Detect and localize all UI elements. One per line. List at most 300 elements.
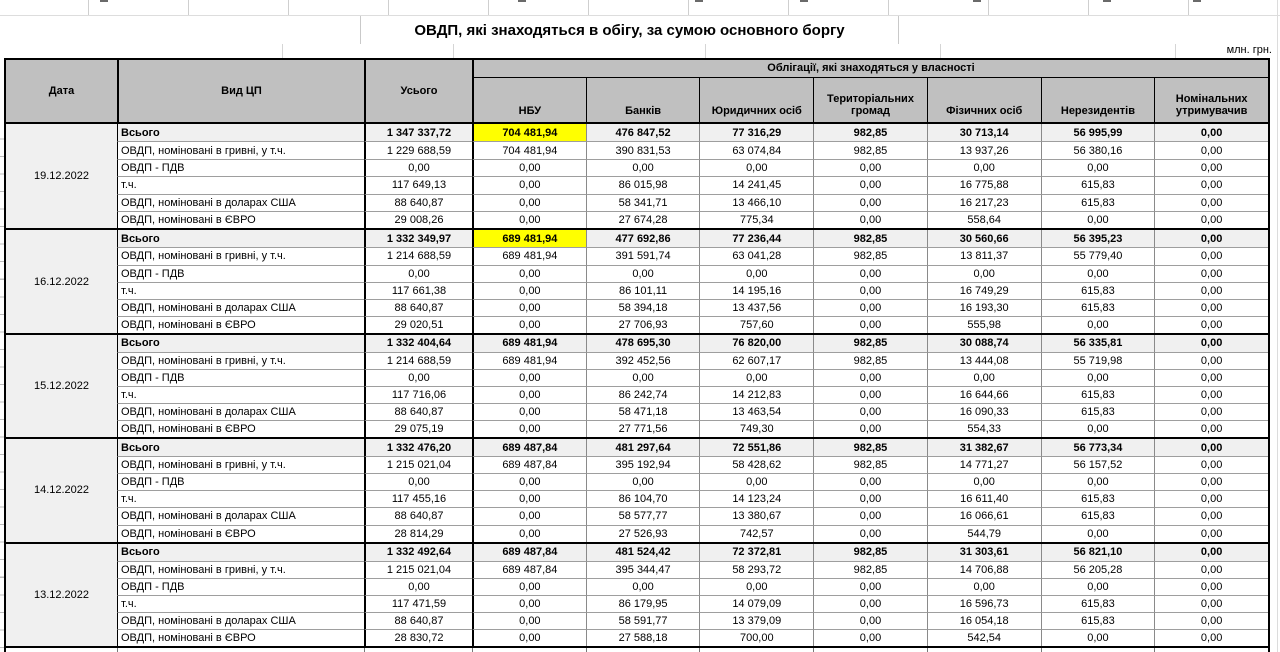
value-cell: 0,00 <box>1041 578 1155 595</box>
clipped-cell <box>6 648 117 652</box>
clipped-row-below <box>4 648 1270 652</box>
value-cell: 0,00 <box>586 265 700 282</box>
value-cell: 689 487,84 <box>472 456 586 473</box>
value-cell: 0,00 <box>472 507 586 524</box>
value-cell: 30 088,74 <box>927 335 1041 352</box>
value-cell: 689 481,94 <box>472 352 586 369</box>
value-cell: 0,00 <box>1154 490 1268 507</box>
row-label-cell: т.ч. <box>117 595 364 612</box>
value-cell: 615,83 <box>1041 490 1155 507</box>
date-group <box>6 542 1268 646</box>
clipped-cell <box>927 648 1041 652</box>
value-cell: 0,00 <box>1154 595 1268 612</box>
value-cell: 0,00 <box>1041 420 1155 437</box>
value-cell: 0,00 <box>364 369 472 386</box>
date-group <box>6 333 1268 437</box>
value-cell: 700,00 <box>699 629 813 646</box>
value-cell: 615,83 <box>1041 612 1155 629</box>
row-label-cell: т.ч. <box>117 490 364 507</box>
value-cell: 86 101,11 <box>586 282 700 299</box>
value-cell: 0,00 <box>813 299 927 316</box>
row-label-cell: т.ч. <box>117 176 364 193</box>
value-cell: 0,00 <box>1154 194 1268 211</box>
value-cell: 558,64 <box>927 211 1041 228</box>
value-cell: 0,00 <box>1154 247 1268 264</box>
table-header <box>6 60 1268 124</box>
value-cell: 13 379,09 <box>699 612 813 629</box>
value-cell: 58 394,18 <box>586 299 700 316</box>
value-cell: 0,00 <box>472 316 586 333</box>
value-cell: 0,00 <box>472 403 586 420</box>
value-cell: 27 706,93 <box>586 316 700 333</box>
date-cell: 19.12.2022 <box>6 124 117 228</box>
value-cell: 615,83 <box>1041 507 1155 524</box>
value-cell: 0,00 <box>1154 299 1268 316</box>
clipped-cell <box>364 648 472 652</box>
row-label-cell: ОВДП - ПДВ <box>117 159 364 176</box>
value-cell: 0,00 <box>1154 544 1268 561</box>
value-cell: 77 316,29 <box>699 124 813 141</box>
date-cell: 14.12.2022 <box>6 439 117 541</box>
value-cell: 14 212,83 <box>699 386 813 403</box>
value-cell: 86 104,70 <box>586 490 700 507</box>
row-label-cell: ОВДП - ПДВ <box>117 369 364 386</box>
value-cell: 982,85 <box>813 335 927 352</box>
value-cell: 0,00 <box>586 159 700 176</box>
value-cell: 72 551,86 <box>699 439 813 456</box>
value-cell: 615,83 <box>1041 176 1155 193</box>
value-cell: 982,85 <box>813 561 927 578</box>
clipped-text-fragment <box>1103 0 1111 2</box>
row-label-cell: ОВДП, номіновані в гривні, у т.ч. <box>117 141 364 158</box>
value-cell: 0,00 <box>1154 439 1268 456</box>
value-cell: 13 380,67 <box>699 507 813 524</box>
clipped-text-fragment <box>800 0 808 2</box>
value-cell: 0,00 <box>1154 578 1268 595</box>
value-cell: 395 344,47 <box>586 561 700 578</box>
value-cell: 982,85 <box>813 247 927 264</box>
value-cell: 0,00 <box>813 211 927 228</box>
clipped-cell <box>813 648 927 652</box>
value-cell: 0,00 <box>813 316 927 333</box>
value-cell: 0,00 <box>586 578 700 595</box>
value-cell: 982,85 <box>813 124 927 141</box>
ownership-column-header: Територіальних громад <box>813 78 927 122</box>
value-cell: 14 079,09 <box>699 595 813 612</box>
row-label-cell: Всього <box>117 439 364 456</box>
value-cell: 0,00 <box>472 176 586 193</box>
value-cell: 16 611,40 <box>927 490 1041 507</box>
value-cell: 56 995,99 <box>1041 124 1155 141</box>
row-label-cell: ОВДП, номіновані в доларах США <box>117 507 364 524</box>
clipped-text-fragment <box>518 0 526 2</box>
row-label-cell: ОВДП, номіновані в гривні, у т.ч. <box>117 247 364 264</box>
value-cell: 56 821,10 <box>1041 544 1155 561</box>
value-cell: 76 820,00 <box>699 335 813 352</box>
value-cell: 14 706,88 <box>927 561 1041 578</box>
value-cell: 544,79 <box>927 525 1041 542</box>
value-cell: 0,00 <box>927 473 1041 490</box>
value-cell: 689 481,94 <box>472 247 586 264</box>
value-cell: 0,00 <box>472 194 586 211</box>
value-cell: 88 640,87 <box>364 299 472 316</box>
clipped-cell <box>699 648 813 652</box>
value-cell: 0,00 <box>813 578 927 595</box>
value-cell: 0,00 <box>1154 141 1268 158</box>
value-cell: 31 382,67 <box>927 439 1041 456</box>
value-cell: 1 347 337,72 <box>364 124 472 141</box>
row-label-cell: т.ч. <box>117 386 364 403</box>
ownership-column-header: Номінальних утримувачив <box>1154 78 1268 122</box>
value-cell: 16 217,23 <box>927 194 1041 211</box>
value-cell: 0,00 <box>364 578 472 595</box>
value-cell: 0,00 <box>472 159 586 176</box>
date-cell: 15.12.2022 <box>6 335 117 437</box>
value-cell: 58 428,62 <box>699 456 813 473</box>
value-cell: 1 214 688,59 <box>364 352 472 369</box>
value-cell: 0,00 <box>927 578 1041 595</box>
value-cell: 0,00 <box>813 490 927 507</box>
value-cell: 86 015,98 <box>586 176 700 193</box>
value-cell: 0,00 <box>813 265 927 282</box>
value-cell: 30 560,66 <box>927 230 1041 247</box>
value-cell: 615,83 <box>1041 595 1155 612</box>
value-cell: 477 692,86 <box>586 230 700 247</box>
value-cell: 555,98 <box>927 316 1041 333</box>
value-cell: 1 215 021,04 <box>364 561 472 578</box>
value-cell: 16 090,33 <box>927 403 1041 420</box>
value-cell: 117 649,13 <box>364 176 472 193</box>
value-cell: 77 236,44 <box>699 230 813 247</box>
value-cell: 1 332 476,20 <box>364 439 472 456</box>
column-header-total: Усього <box>364 60 472 122</box>
value-cell: 0,00 <box>1154 159 1268 176</box>
value-cell: 58 591,77 <box>586 612 700 629</box>
value-cell: 0,00 <box>1154 525 1268 542</box>
clipped-cell <box>586 648 700 652</box>
value-cell: 27 588,18 <box>586 629 700 646</box>
clipped-cell <box>117 648 364 652</box>
value-cell: 1 215 021,04 <box>364 456 472 473</box>
value-cell: 757,60 <box>699 316 813 333</box>
row-label-cell: ОВДП, номіновані в доларах США <box>117 403 364 420</box>
value-cell-highlighted: 704 481,94 <box>472 124 586 141</box>
value-cell: 88 640,87 <box>364 507 472 524</box>
row-label-cell: ОВДП, номіновані в ЄВРО <box>117 629 364 646</box>
value-cell: 0,00 <box>699 159 813 176</box>
value-cell: 0,00 <box>472 386 586 403</box>
gridline <box>940 44 941 58</box>
value-cell: 86 179,95 <box>586 595 700 612</box>
value-cell: 29 075,19 <box>364 420 472 437</box>
value-cell: 554,33 <box>927 420 1041 437</box>
value-cell: 16 749,29 <box>927 282 1041 299</box>
gridline <box>282 44 283 58</box>
value-cell: 29 020,51 <box>364 316 472 333</box>
date-cell: 16.12.2022 <box>6 230 117 332</box>
row-label-cell: ОВДП, номіновані в гривні, у т.ч. <box>117 456 364 473</box>
value-cell: 16 596,73 <box>927 595 1041 612</box>
clipped-cell <box>1154 648 1268 652</box>
ownership-column-header: Банків <box>586 78 700 122</box>
value-cell: 742,57 <box>699 525 813 542</box>
value-cell: 0,00 <box>927 369 1041 386</box>
row-label-cell: Всього <box>117 124 364 141</box>
value-cell: 0,00 <box>472 473 586 490</box>
value-cell: 0,00 <box>1154 282 1268 299</box>
value-cell: 16 644,66 <box>927 386 1041 403</box>
value-cell: 0,00 <box>813 525 927 542</box>
value-cell: 0,00 <box>1154 335 1268 352</box>
clipped-text-fragment <box>100 0 108 2</box>
value-cell: 0,00 <box>1041 525 1155 542</box>
value-cell: 117 661,38 <box>364 282 472 299</box>
row-label-cell: ОВДП - ПДВ <box>117 578 364 595</box>
value-cell: 982,85 <box>813 439 927 456</box>
value-cell: 0,00 <box>472 420 586 437</box>
gridline <box>1175 44 1176 58</box>
value-cell: 13 444,08 <box>927 352 1041 369</box>
ownership-column-header: НБУ <box>472 78 586 122</box>
value-cell: 0,00 <box>1154 124 1268 141</box>
value-cell: 14 241,45 <box>699 176 813 193</box>
row-label-cell: ОВДП - ПДВ <box>117 265 364 282</box>
value-cell: 13 937,26 <box>927 141 1041 158</box>
clipped-text-fragment <box>695 0 703 2</box>
value-cell: 0,00 <box>364 159 472 176</box>
row-label-cell: ОВДП, номіновані в доларах США <box>117 299 364 316</box>
value-cell: 28 830,72 <box>364 629 472 646</box>
value-cell: 13 466,10 <box>699 194 813 211</box>
value-cell: 0,00 <box>472 629 586 646</box>
value-cell: 0,00 <box>472 282 586 299</box>
value-cell: 0,00 <box>472 578 586 595</box>
clipped-text-fragment <box>973 0 981 2</box>
value-cell: 56 335,81 <box>1041 335 1155 352</box>
value-cell: 13 811,37 <box>927 247 1041 264</box>
value-cell: 0,00 <box>813 386 927 403</box>
value-cell: 62 607,17 <box>699 352 813 369</box>
value-cell: 775,34 <box>699 211 813 228</box>
value-cell: 27 771,56 <box>586 420 700 437</box>
value-cell: 55 779,40 <box>1041 247 1155 264</box>
value-cell: 0,00 <box>813 159 927 176</box>
value-cell: 0,00 <box>1041 159 1155 176</box>
value-cell: 0,00 <box>1041 211 1155 228</box>
value-cell: 615,83 <box>1041 299 1155 316</box>
row-label-cell: ОВДП - ПДВ <box>117 473 364 490</box>
row-label-cell: Всього <box>117 335 364 352</box>
value-cell: 63 041,28 <box>699 247 813 264</box>
value-cell: 0,00 <box>1041 369 1155 386</box>
value-cell: 0,00 <box>813 194 927 211</box>
unit-label: млн. грн. <box>1226 44 1272 56</box>
table-body <box>6 124 1268 646</box>
value-cell: 117 455,16 <box>364 490 472 507</box>
row-label-cell: т.ч. <box>117 282 364 299</box>
value-cell: 615,83 <box>1041 282 1155 299</box>
value-cell: 56 157,52 <box>1041 456 1155 473</box>
row-label-cell: ОВДП, номіновані в гривні, у т.ч. <box>117 561 364 578</box>
value-cell: 0,00 <box>927 265 1041 282</box>
value-cell: 88 640,87 <box>364 612 472 629</box>
value-cell: 0,00 <box>699 473 813 490</box>
value-cell: 0,00 <box>1154 420 1268 437</box>
value-cell: 0,00 <box>1154 456 1268 473</box>
value-cell: 86 242,74 <box>586 386 700 403</box>
value-cell: 14 195,16 <box>699 282 813 299</box>
value-cell: 63 074,84 <box>699 141 813 158</box>
date-group <box>6 437 1268 541</box>
value-cell: 1 332 349,97 <box>364 230 472 247</box>
value-cell: 0,00 <box>364 265 472 282</box>
value-cell: 0,00 <box>699 578 813 595</box>
value-cell: 27 526,93 <box>586 525 700 542</box>
row-label-cell: Всього <box>117 544 364 561</box>
value-cell: 0,00 <box>1154 230 1268 247</box>
date-group <box>6 124 1268 228</box>
value-cell: 689 487,84 <box>472 561 586 578</box>
value-cell: 0,00 <box>472 595 586 612</box>
value-cell: 58 341,71 <box>586 194 700 211</box>
value-cell: 0,00 <box>586 473 700 490</box>
value-cell: 13 437,56 <box>699 299 813 316</box>
value-cell: 88 640,87 <box>364 194 472 211</box>
value-cell: 0,00 <box>1154 561 1268 578</box>
value-cell: 0,00 <box>927 159 1041 176</box>
value-cell: 0,00 <box>813 176 927 193</box>
value-cell: 481 297,64 <box>586 439 700 456</box>
value-cell: 390 831,53 <box>586 141 700 158</box>
value-cell: 56 395,23 <box>1041 230 1155 247</box>
ownership-column-header: Нерезидентів <box>1041 78 1155 122</box>
value-cell: 689 487,84 <box>472 439 586 456</box>
value-cell: 58 577,77 <box>586 507 700 524</box>
value-cell: 0,00 <box>813 369 927 386</box>
value-cell: 478 695,30 <box>586 335 700 352</box>
value-cell: 0,00 <box>472 490 586 507</box>
date-group <box>6 228 1268 332</box>
row-label-cell: Всього <box>117 230 364 247</box>
value-cell: 0,00 <box>1041 316 1155 333</box>
value-cell: 55 719,98 <box>1041 352 1155 369</box>
ovdp-table <box>4 58 1270 648</box>
value-cell: 982,85 <box>813 141 927 158</box>
value-cell: 0,00 <box>813 473 927 490</box>
row-label-cell: ОВДП, номіновані в ЄВРО <box>117 316 364 333</box>
value-cell: 30 713,14 <box>927 124 1041 141</box>
ownership-group-header: Облігації, які знаходяться у власності <box>472 60 1268 78</box>
value-cell: 542,54 <box>927 629 1041 646</box>
value-cell: 982,85 <box>813 456 927 473</box>
value-cell: 29 008,26 <box>364 211 472 228</box>
value-cell: 56 205,28 <box>1041 561 1155 578</box>
clipped-cell <box>1041 648 1155 652</box>
value-cell: 16 066,61 <box>927 507 1041 524</box>
value-cell: 0,00 <box>586 369 700 386</box>
value-cell: 0,00 <box>472 369 586 386</box>
value-cell: 27 674,28 <box>586 211 700 228</box>
date-cell: 13.12.2022 <box>6 544 117 646</box>
clipped-row-above <box>0 0 1280 16</box>
column-header-security-type: Вид ЦП <box>117 60 364 122</box>
value-cell: 117 471,59 <box>364 595 472 612</box>
value-cell: 0,00 <box>1154 403 1268 420</box>
value-cell: 391 591,74 <box>586 247 700 264</box>
page-title: ОВДП, які знаходяться в обігу, за сумою основного боргу <box>360 16 899 44</box>
value-cell: 0,00 <box>1041 265 1155 282</box>
value-cell: 1 214 688,59 <box>364 247 472 264</box>
value-cell: 0,00 <box>1154 612 1268 629</box>
value-cell: 56 380,16 <box>1041 141 1155 158</box>
row-label-cell: ОВДП, номіновані в ЄВРО <box>117 525 364 542</box>
value-cell: 0,00 <box>1154 386 1268 403</box>
value-cell: 982,85 <box>813 230 927 247</box>
ownership-column-header: Юридичних осіб <box>699 78 813 122</box>
value-cell: 0,00 <box>813 629 927 646</box>
value-cell: 1 332 404,64 <box>364 335 472 352</box>
value-cell: 0,00 <box>1154 473 1268 490</box>
value-cell: 0,00 <box>1154 352 1268 369</box>
row-label-cell: ОВДП, номіновані в гривні, у т.ч. <box>117 352 364 369</box>
value-cell: 14 771,27 <box>927 456 1041 473</box>
value-cell: 13 463,54 <box>699 403 813 420</box>
value-cell: 0,00 <box>472 211 586 228</box>
unit-row <box>0 44 1280 58</box>
value-cell: 117 716,06 <box>364 386 472 403</box>
value-cell: 56 773,34 <box>1041 439 1155 456</box>
left-grid-ticks <box>0 122 4 648</box>
value-cell: 88 640,87 <box>364 403 472 420</box>
value-cell: 0,00 <box>364 473 472 490</box>
value-cell: 0,00 <box>699 369 813 386</box>
row-label-cell: ОВДП, номіновані в ЄВРО <box>117 211 364 228</box>
value-cell: 481 524,42 <box>586 544 700 561</box>
value-cell: 31 303,61 <box>927 544 1041 561</box>
value-cell: 982,85 <box>813 544 927 561</box>
value-cell: 392 452,56 <box>586 352 700 369</box>
value-cell: 689 487,84 <box>472 544 586 561</box>
value-cell: 689 481,94 <box>472 335 586 352</box>
value-cell: 0,00 <box>472 265 586 282</box>
value-cell: 0,00 <box>813 595 927 612</box>
value-cell: 0,00 <box>472 525 586 542</box>
value-cell: 16 193,30 <box>927 299 1041 316</box>
value-cell-highlighted: 689 481,94 <box>472 230 586 247</box>
value-cell: 0,00 <box>813 403 927 420</box>
value-cell: 28 814,29 <box>364 525 472 542</box>
value-cell: 0,00 <box>1154 507 1268 524</box>
value-cell: 0,00 <box>813 282 927 299</box>
row-label-cell: ОВДП, номіновані в доларах США <box>117 612 364 629</box>
gridline <box>705 44 706 58</box>
value-cell: 0,00 <box>1154 176 1268 193</box>
value-cell: 704 481,94 <box>472 141 586 158</box>
value-cell: 58 471,18 <box>586 403 700 420</box>
value-cell: 1 332 492,64 <box>364 544 472 561</box>
value-cell: 615,83 <box>1041 194 1155 211</box>
value-cell: 58 293,72 <box>699 561 813 578</box>
value-cell: 615,83 <box>1041 386 1155 403</box>
value-cell: 16 054,18 <box>927 612 1041 629</box>
value-cell: 615,83 <box>1041 403 1155 420</box>
gridline <box>453 44 454 58</box>
ownership-column-header: Фізичних осіб <box>927 78 1041 122</box>
value-cell: 0,00 <box>1041 473 1155 490</box>
row-label-cell: ОВДП, номіновані в ЄВРО <box>117 420 364 437</box>
value-cell: 0,00 <box>1154 369 1268 386</box>
value-cell: 0,00 <box>1154 265 1268 282</box>
